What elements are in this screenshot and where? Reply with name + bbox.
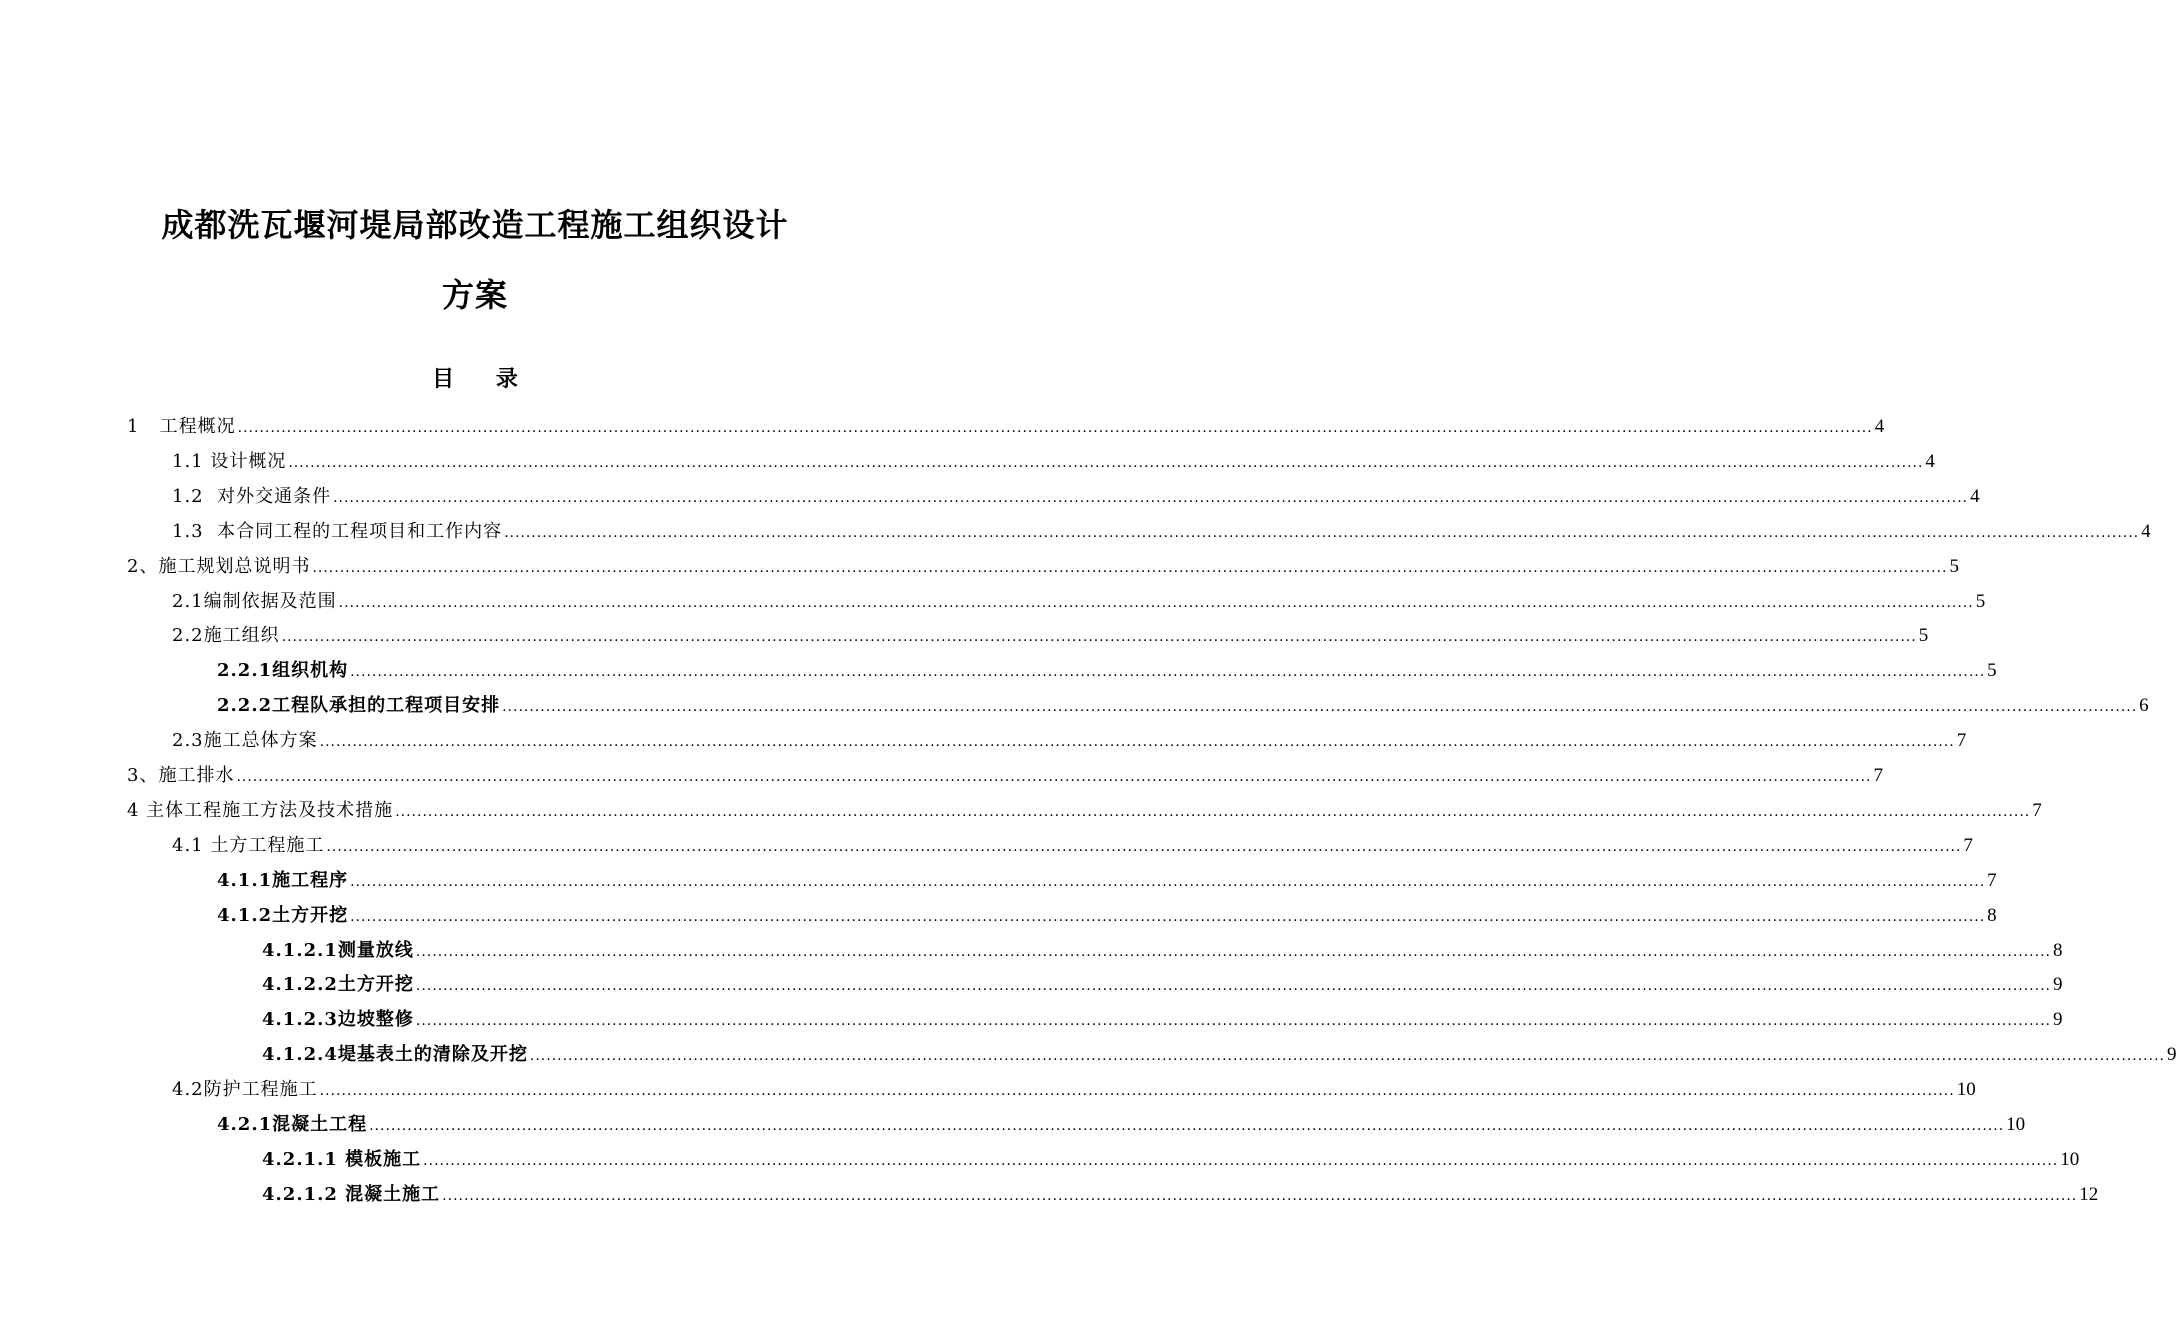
toc-entry-title: 1.3 本合同工程的工程项目和工作内容 [172,520,503,542]
toc-entry-title: 2、施工规划总说明书 [127,555,311,577]
toc-entry-title: 4.1.2.4堤基表土的清除及开挖 [262,1044,528,1066]
toc-entry-page-number: 10 [2060,1148,2080,1170]
toc-entry-page-number: 9 [2052,1009,2063,1031]
toc-entry-title: 1.2 对外交通条件 [172,485,332,507]
toc-entry-title: 2.2.2工程队承担的工程项目安排 [217,695,501,717]
toc-entry[interactable] [127,794,2042,828]
toc-dot-leader: ............................................................................................................................................................................................................................................................................................................ [369,1118,2005,1134]
toc-entry-page-number: 7 [1873,765,1884,786]
toc-entry-title: 3、施工排水 [127,765,235,786]
toc-entry-page-number: 7 [1963,834,1973,856]
toc-dot-leader: ............................................................................................................................................................................................................................................................................................................ [423,1152,2059,1169]
toc-dot-leader: ............................................................................................................................................................................................................................................................................................................ [350,873,1986,890]
toc-entry-page-number: 9 [2052,974,2063,996]
toc-entry-page-number: 7 [1956,730,1967,752]
toc-entry[interactable] [172,585,1986,619]
toc-dot-leader: ............................................................................................................................................................................................................................................................................................................ [415,978,2051,995]
toc-entry-page-number: 12 [2079,1183,2099,1205]
toc-entry-title: 4.1.2.1测量放线 [262,939,414,961]
toc-entry[interactable] [262,934,2063,968]
toc-entry-title: 4.2.1混凝土工程 [217,1114,368,1135]
toc-entry-page-number: 6 [2139,695,2149,717]
toc-dot-leader: ............................................................................................................................................................................................................................................................................................................ [415,1013,2051,1030]
toc-entry[interactable] [172,515,2151,549]
toc-entry[interactable] [262,1003,2063,1037]
toc-entry[interactable] [262,1143,2080,1177]
toc-entry-title: 4.2.1.1 模板施工 [262,1148,422,1170]
toc-entry[interactable] [172,445,1935,479]
toc-dot-leader: ............................................................................................................................................................................................................................................................................................................ [319,1083,1955,1100]
document-title-line-2: 方案 [441,276,508,314]
toc-entry[interactable] [262,968,2063,1002]
toc-entry-title: 4 主体工程施工方法及技术措施 [127,799,394,821]
toc-entry-page-number: 10 [1956,1079,1976,1101]
toc-entry[interactable] [172,1073,1976,1107]
toc-entry[interactable] [172,724,1967,758]
toc-entry-title: 4.2防护工程施工 [172,1079,318,1101]
toc-dot-leader: ............................................................................................................................................................................................................................................................................................................ [236,769,1872,785]
toc-dot-leader: ............................................................................................................................................................................................................................................................................................................ [395,803,2031,820]
toc-dot-leader: ............................................................................................................................................................................................................................................................................................................ [350,664,1986,681]
toc-entry-page-number: 4 [1874,416,1885,437]
toc-dot-leader: ............................................................................................................................................................................................................................................................................................................ [319,734,1955,751]
toc-entry[interactable] [172,480,1980,514]
toc-entry[interactable] [127,550,1960,584]
toc-entry[interactable] [262,1038,2176,1072]
toc-entry-page-number: 8 [2052,939,2063,961]
toc-dot-leader: ............................................................................................................................................................................................................................................................................................................ [415,943,2051,960]
document-title-line-1: 成都洗瓦堰河堤局部改造工程施工组织设计 [161,206,789,244]
toc-entry[interactable] [172,619,1929,653]
toc-heading: 目 录 [432,366,518,392]
toc-dot-leader: ............................................................................................................................................................................................................................................................................................................ [502,699,2138,716]
toc-dot-leader: ............................................................................................................................................................................................................................................................................................................ [442,1187,2078,1204]
toc-dot-leader: ............................................................................................................................................................................................................................................................................................................ [288,454,1924,471]
toc-dot-leader: ............................................................................................................................................................................................................................................................................................................ [326,838,1962,855]
toc-entry[interactable] [217,689,2149,723]
toc-entry-title: 4.2.1.2 混凝土施工 [262,1183,441,1205]
toc-entry-page-number: 7 [1987,869,1997,891]
toc-dot-leader: ............................................................................................................................................................................................................................................................................................................ [350,908,1986,925]
toc-entry-title: 1.1 设计概况 [172,450,287,472]
toc-dot-leader: ............................................................................................................................................................................................................................................................................................................ [281,629,1917,646]
toc-entry-page-number: 5 [1987,660,1997,682]
toc-entry-page-number: 8 [1987,904,1997,926]
toc-entry[interactable] [217,864,1997,898]
toc-entry[interactable] [217,654,1997,688]
toc-dot-leader: ............................................................................................................................................................................................................................................................................................................ [333,489,1969,506]
toc-entry-page-number: 9 [2166,1044,2176,1066]
toc-entry-title: 4.1.2土方开挖 [217,904,349,926]
toc-entry[interactable] [217,899,1997,933]
toc-dot-leader: ............................................................................................................................................................................................................................................................................................................ [504,524,2140,541]
toc-entry-page-number: 5 [1975,590,1986,612]
toc-entry-title: 2.1编制依据及范围 [172,590,337,612]
toc-entry-page-number: 5 [1918,625,1929,647]
toc-entry-title: 2.3施工总体方案 [172,730,318,752]
toc-dot-leader: ............................................................................................................................................................................................................................................................................................................ [529,1048,2165,1065]
toc-entry[interactable] [172,829,1973,863]
toc-dot-leader: ............................................................................................................................................................................................................................................................................................................ [338,594,1974,611]
toc-entry-title: 1 工程概况 [127,416,236,437]
toc-entry[interactable] [217,1108,2026,1142]
toc-entry[interactable] [262,1178,2099,1212]
toc-entry-title: 2.2.1组织机构 [217,660,349,682]
toc-entry-page-number: 4 [1970,485,1980,507]
toc-entry-title: 4.1 土方工程施工 [172,834,325,856]
toc-entry[interactable] [127,410,1885,444]
toc-entry-page-number: 10 [2006,1114,2026,1135]
toc-dot-leader: ............................................................................................................................................................................................................................................................................................................ [237,420,1873,436]
toc-entry-page-number: 5 [1949,555,1960,577]
toc-entry-title: 4.1.1施工程序 [217,869,349,891]
toc-entry[interactable] [127,759,1884,793]
toc-entry-page-number: 7 [2032,799,2042,821]
toc-entry-title: 4.1.2.3边坡整修 [262,1009,414,1031]
toc-entry-page-number: 4 [2141,520,2151,542]
toc-entry-title: 2.2施工组织 [172,625,280,647]
toc-entry-page-number: 4 [1925,450,1935,472]
toc-entry-title: 4.1.2.2土方开挖 [262,974,414,996]
toc-dot-leader: ............................................................................................................................................................................................................................................................................................................ [312,559,1948,576]
